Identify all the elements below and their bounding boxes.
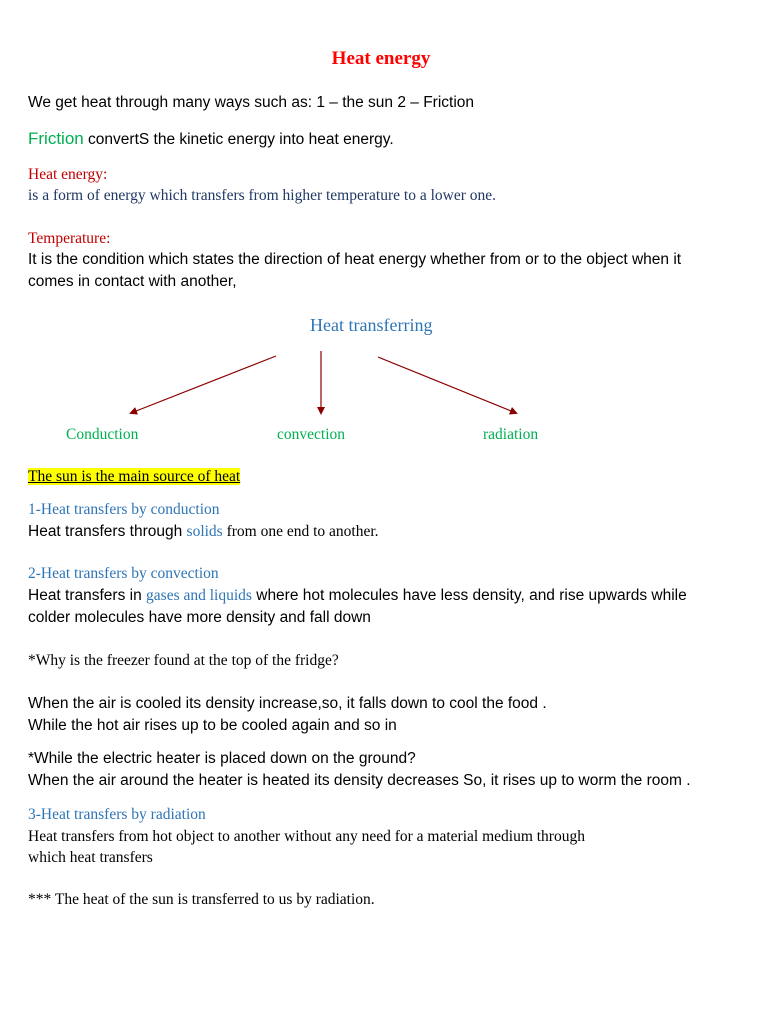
conduction-highlight: solids <box>186 523 223 540</box>
temperature-line-2: comes in contact with another, <box>28 273 237 290</box>
diagram-child-conduction: Conduction <box>66 426 139 443</box>
temperature-label: Temperature: <box>28 230 111 247</box>
conduction-pre: Heat transfers through <box>28 523 187 540</box>
convection-post: where hot molecules have less density, and rise upwards while <box>251 587 687 604</box>
answer-heater: When the air around the heater is heated its density decreases So, it rises up to worm the room . <box>28 772 691 789</box>
temperature-line-1: It is the condition which states the direction of heat energy whether from or to the object when it <box>28 251 682 268</box>
conduction-text <box>28 522 379 542</box>
answer-freezer-2: While the hot air rises up to be cooled again and so in <box>28 717 397 734</box>
heat-energy-label: Heat energy: <box>28 166 108 183</box>
conduction-heading: 1-Heat transfers by conduction <box>28 501 220 518</box>
page-title: Heat energy <box>331 48 431 69</box>
friction-line <box>28 129 394 150</box>
convection-pre: Heat transfers in <box>28 587 147 604</box>
heat-energy-definition: is a form of energy which transfers from higher temperature to a lower one. <box>28 187 496 204</box>
convection-text-2: colder molecules have more density and fall down <box>28 609 371 626</box>
sun-note: The sun is the main source of heat <box>28 468 241 485</box>
convection-heading: 2-Heat transfers by convection <box>28 565 219 582</box>
question-heater: *While the electric heater is placed down on the ground? <box>28 750 416 767</box>
intro-ways: We get heat through many ways such as: 1 – the sun 2 – Friction <box>28 94 475 111</box>
radiation-text-2: which heat transfers <box>28 849 153 866</box>
convection-highlight: gases and liquids <box>146 587 252 604</box>
radiation-heading: 3-Heat transfers by radiation <box>28 806 206 823</box>
conduction-post: from one end to another. <box>222 523 379 540</box>
arrow-to-conduction <box>131 356 276 413</box>
friction-rest: convertS the kinetic energy into heat energy. <box>83 131 394 148</box>
sun-note-line <box>28 467 240 487</box>
answer-freezer-1: When the air is cooled its density increase,so, it falls down to cool the food . <box>28 695 547 712</box>
convection-text-1 <box>28 586 687 606</box>
radiation-text-1: Heat transfers from hot object to another without any need for a material medium through <box>28 828 585 845</box>
diagram-root: Heat transferring <box>310 315 433 335</box>
arrow-to-radiation <box>378 357 516 413</box>
diagram-child-radiation: radiation <box>483 426 539 443</box>
radiation-note: *** The heat of the sun is transferred to us by radiation. <box>28 891 375 908</box>
diagram-child-convection: convection <box>277 426 346 443</box>
friction-word: Friction <box>28 129 84 148</box>
question-freezer: *Why is the freezer found at the top of the fridge? <box>28 652 339 669</box>
